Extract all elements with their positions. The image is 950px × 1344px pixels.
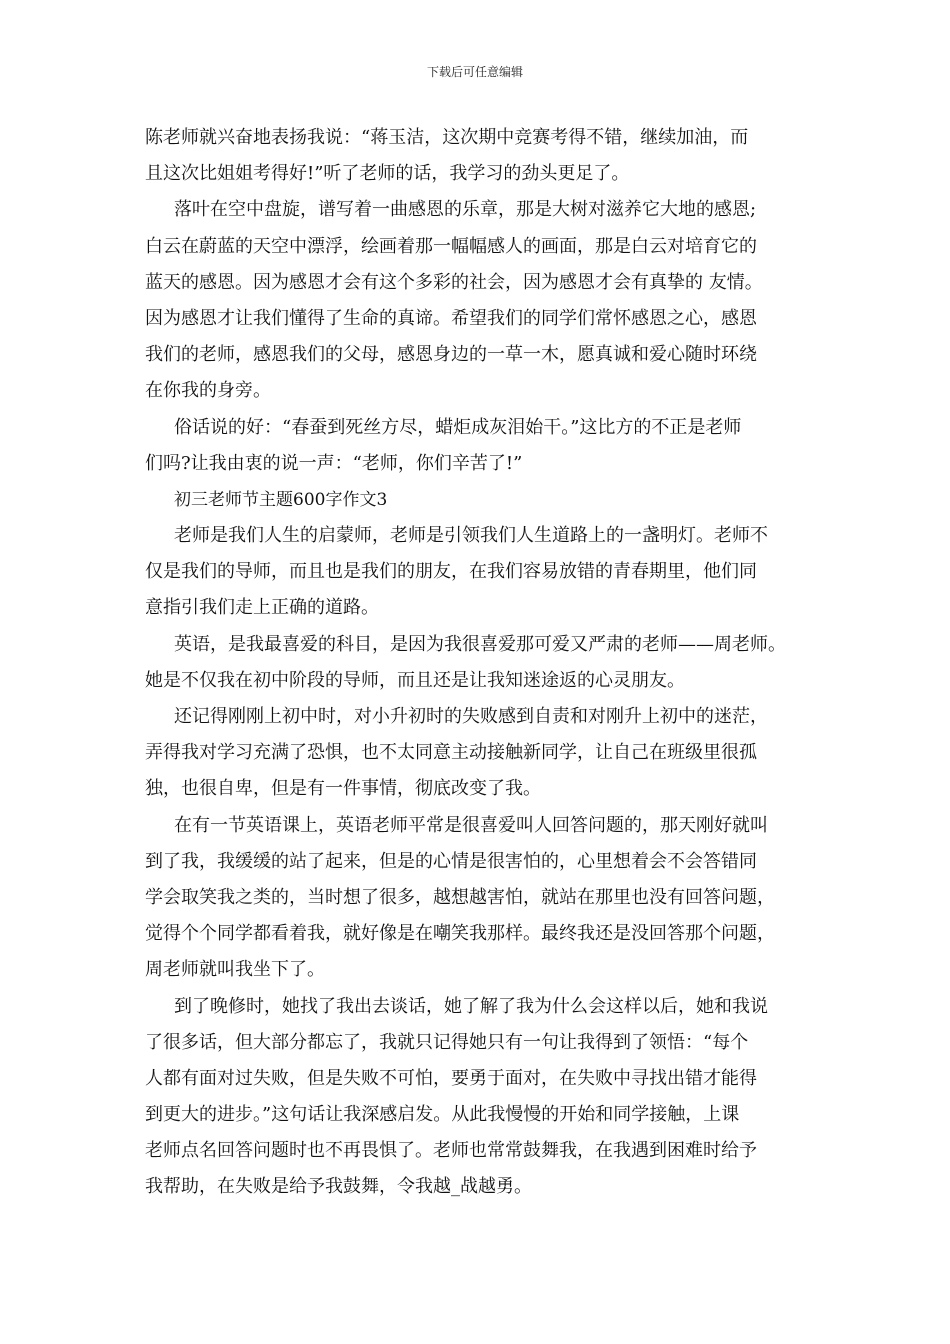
text-line: 弄得我对学习充满了恐惧，也不太同意主动接触新同学，让自己在班级里很孤 bbox=[145, 742, 757, 764]
text-line: 蓝天的感恩。因为感恩才会有这个多彩的社会，因为感恩才会有真挚的 友情。 bbox=[145, 271, 763, 293]
paragraph-start: 在有一节英语课上，英语老师平常是很喜爱叫人回答问题的，那天刚好就叫 bbox=[174, 814, 768, 836]
paragraph-start: 俗话说的好：“春蚕到死丝方尽，蜡炬成灰泪始干。”这比方的不正是老师 bbox=[174, 416, 742, 438]
text-line: 在你我的身旁。 bbox=[145, 380, 271, 402]
page-header: 下载后可任意编辑 bbox=[426, 65, 523, 79]
text-line: 周老师就叫我坐下了。 bbox=[145, 959, 325, 981]
paragraph-start: 还记得刚刚上初中时，对小升初时的失败感到自责和对刚升上初中的迷茫， bbox=[174, 706, 768, 727]
text-line: 到更大的进步。”这句话让我深感启发。从此我慢慢的开始和同学接触，上课 bbox=[145, 1104, 740, 1126]
text-line: 白云在蔚蓝的天空中漂浮，绘画着那一幅幅感人的画面，那是白云对培育它的 bbox=[145, 235, 757, 257]
text-line: 我们的老师，感恩我们的父母，感恩身边的一草一木，愿真诚和爱心随时环绕 bbox=[145, 344, 757, 366]
text-line: 独，也很自卑，但是有一件事情，彻底改变了我。 bbox=[145, 778, 541, 800]
document-body bbox=[145, 120, 825, 1206]
paragraph-start: 落叶在空中盘旋，谱写着一曲感恩的乐章，那是大树对滋养它大地的感恩; bbox=[174, 199, 757, 221]
text-line: 我帮助，在失败是给予我鼓舞，令我越_战越勇。 bbox=[145, 1176, 532, 1198]
text-line: 且这次比姐姐考得好!”听了老师的话，我学习的劲头更足了。 bbox=[145, 163, 630, 185]
text-line: 学会取笑我之类的，当时想了很多，越想越害怕，就站在那里也没有回答问题， bbox=[145, 886, 775, 908]
paragraph-start: 到了晚修时，她找了我出去谈话，她了解了我为什么会这样以后，她和我说 bbox=[174, 995, 768, 1017]
text-line: 她是不仅我在初中阶段的导师，而且还是让我知迷途返的心灵朋友。 bbox=[145, 669, 685, 691]
paragraph-start: 英语，是我最喜爱的科目，是因为我很喜爱那可爱又严肃的老师——周老师。 bbox=[174, 633, 786, 655]
text-line: 们吗?让我由衷的说一声：“老师，你们辛苦了!” bbox=[145, 452, 523, 474]
text-line: 人都有面对过失败，但是失败不可怕，要勇于面对，在失败中寻找出错才能得 bbox=[145, 1067, 757, 1089]
text-line: 仅是我们的导师，而且也是我们的朋友，在我们容易放错的青春期里，他们同 bbox=[145, 561, 757, 583]
text-line: 到了我，我缓缓的站了起来，但是的心情是很害怕的，心里想着会不会答错同 bbox=[145, 850, 757, 872]
text-line: 意指引我们走上正确的道路。 bbox=[145, 597, 379, 619]
text-line: 觉得个个同学都看着我，就好像是在嘲笑我那样。最终我还是没回答那个问题， bbox=[145, 923, 775, 945]
text-line: 陈老师就兴奋地表扬我说：“蒋玉洁，这次期中竞赛考得不错，继续加油，而 bbox=[145, 127, 749, 148]
section-heading: 初三老师节主题600字作文3 bbox=[174, 489, 388, 510]
text-line: 因为感恩才让我们懂得了生命的真谛。希望我们的同学们常怀感恩之心，感恩 bbox=[145, 307, 757, 329]
paragraph-start: 老师是我们人生的启蒙师，老师是引领我们人生道路上的一盏明灯。老师不 bbox=[174, 525, 768, 547]
text-line: 了很多话，但大部分都忘了，我就只记得她只有一句让我得到了领悟：“每个 bbox=[145, 1031, 749, 1053]
text-line: 老师点名回答问题时也不再畏惧了。老师也常常鼓舞我，在我遇到困难时给予 bbox=[145, 1140, 757, 1162]
